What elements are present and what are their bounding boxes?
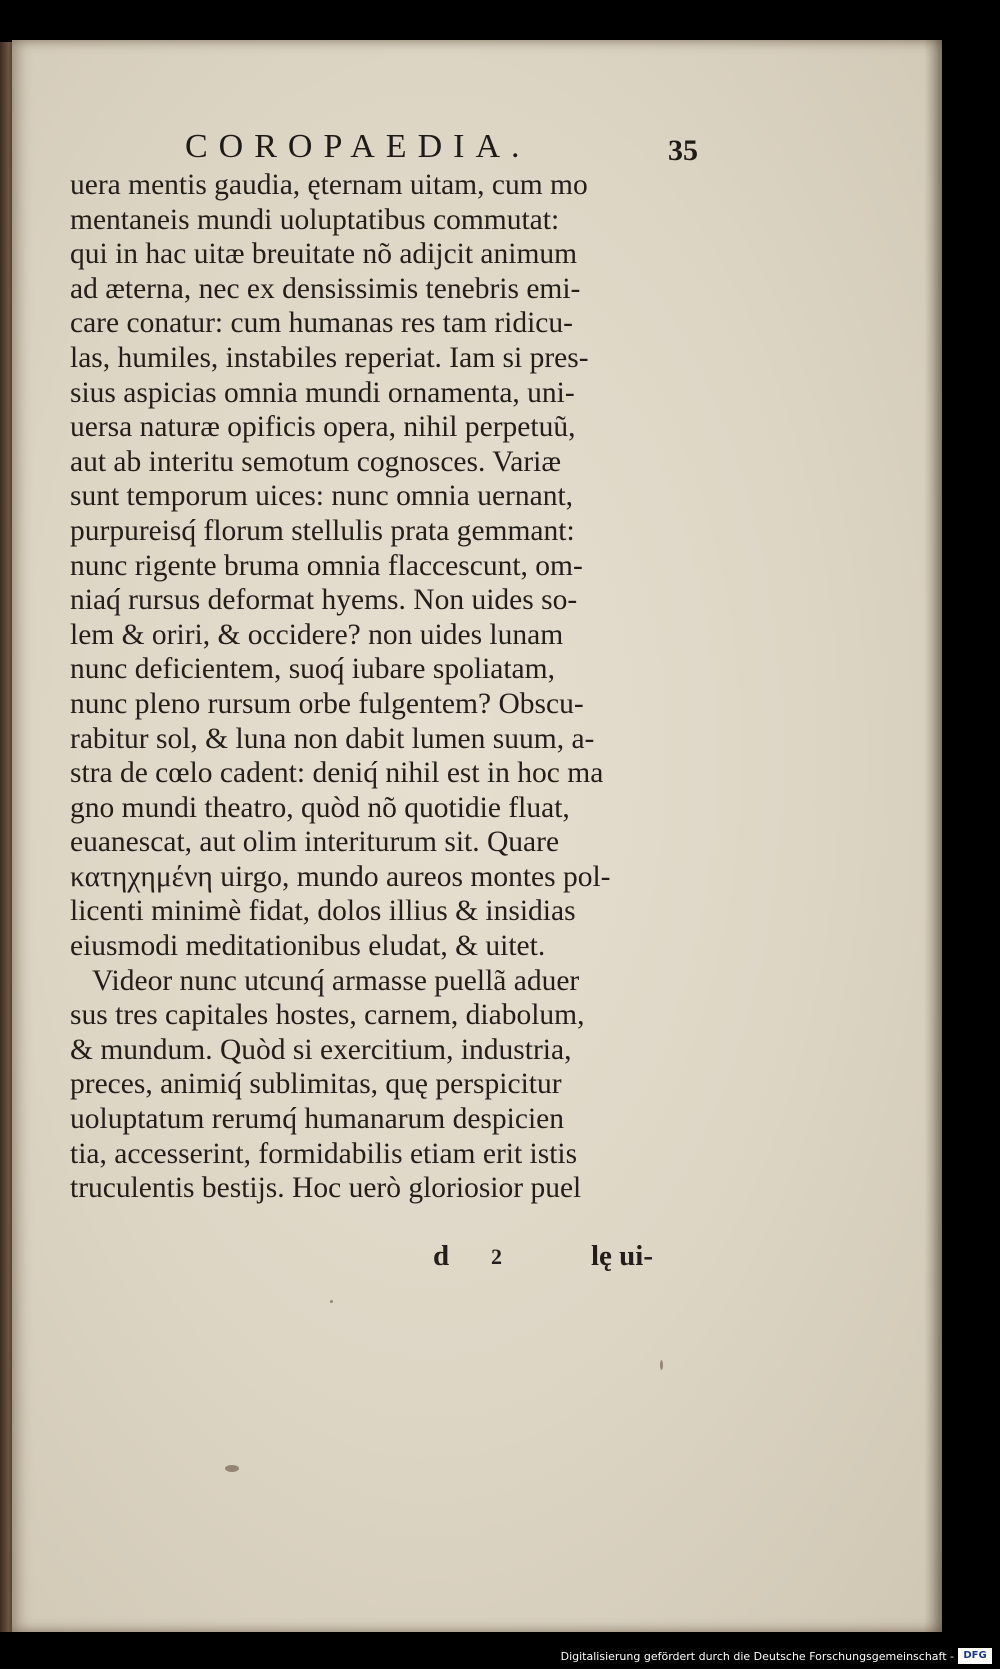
text-line: care conatur: cum humanas res tam ridicu- (70, 307, 573, 340)
text-line: tia, accesserint, formidabilis etiam erit istis (70, 1137, 578, 1170)
text-line: euanescat, aut olim interiturum sit. Quare (70, 826, 560, 859)
ink-speck (330, 1300, 333, 1303)
text-line: uersa naturæ opificis opera, nihil perpetuũ, (70, 411, 576, 444)
catchword: lę ui- (591, 1240, 654, 1272)
text-line: ad æterna, nec ex densissimis tenebris emi- (70, 272, 581, 305)
running-title: COROPAEDIA. (185, 128, 531, 165)
text-line: uera mentis gaudia, ęternam uitam, cum mo (70, 169, 588, 201)
text-line: truculentis bestijs. Hoc uerò gloriosior puel (70, 1172, 582, 1205)
text-line: nunc pleno rursum orbe fulgentem? Obscu- (70, 687, 584, 720)
text-line: uoluptatum rerumq́ humanarum despicien (70, 1103, 564, 1136)
text-line: sus tres capitales hostes, carnem, diabolum, (70, 999, 585, 1032)
text-line: stra de cœlo cadent: deniq́ nihil est in hoc ma (70, 757, 604, 790)
text-line: sius aspicias omnia mundi ornamenta, uni- (70, 376, 575, 409)
text-line: nunc rigente bruma omnia flaccescunt, om- (70, 549, 583, 582)
text-line: qui in hac uitæ breuitate nõ adijcit animum (70, 238, 578, 271)
text-line: purpureisq́ florum stellulis prata gemmant: (70, 514, 575, 547)
text-line: κατηχημένη uirgo, mundo aureos montes pol- (70, 860, 611, 893)
ink-speck (660, 1360, 663, 1370)
text-line: gno mundi theatro, quòd nõ quotidie fluat, (70, 791, 570, 824)
ink-speck (225, 1465, 239, 1472)
text-line: mentaneis mundi uoluptatibus commutat: (70, 203, 560, 236)
text-line: eiusmodi meditationibus eludat, & uitet. (70, 930, 546, 963)
text-line: rabitur sol, & luna non dabit lumen suum, a- (70, 722, 595, 755)
text-line: niaq́ rursus deformat hyems. Non uides so- (70, 584, 578, 617)
text-line: preces, animiq́ sublimitas, quę perspicitur (70, 1068, 562, 1101)
text-line: sunt temporum uices: nunc omnia uernant, (70, 480, 574, 513)
text-line: lem & oriri, & occidere? non uides lunam (70, 618, 564, 651)
signature-mark: d (433, 1240, 450, 1272)
signature-number: 2 (491, 1244, 502, 1269)
funding-credit: Digitalisierung gefördert durch die Deutsche Forschungsgemeinschaft - (560, 1650, 954, 1663)
dfg-logo: DFG (958, 1648, 992, 1664)
paragraph-first-line: Videor nunc utcunq́ armasse puellã aduer (92, 964, 580, 997)
body-text (70, 168, 700, 1206)
text-line: las, humiles, instabiles reperiat. Iam si pres- (70, 341, 589, 374)
text-line: licenti minimè fidat, dolos illius & insidias (70, 895, 576, 928)
text-line: aut ab interitu semotum cognosces. Variæ (70, 445, 562, 478)
page-number: 35 (668, 134, 698, 167)
text-line: & mundum. Quòd si exercitium, industria, (70, 1033, 572, 1066)
text-line: nunc deficientem, suoq́ iubare spoliatam, (70, 653, 555, 686)
